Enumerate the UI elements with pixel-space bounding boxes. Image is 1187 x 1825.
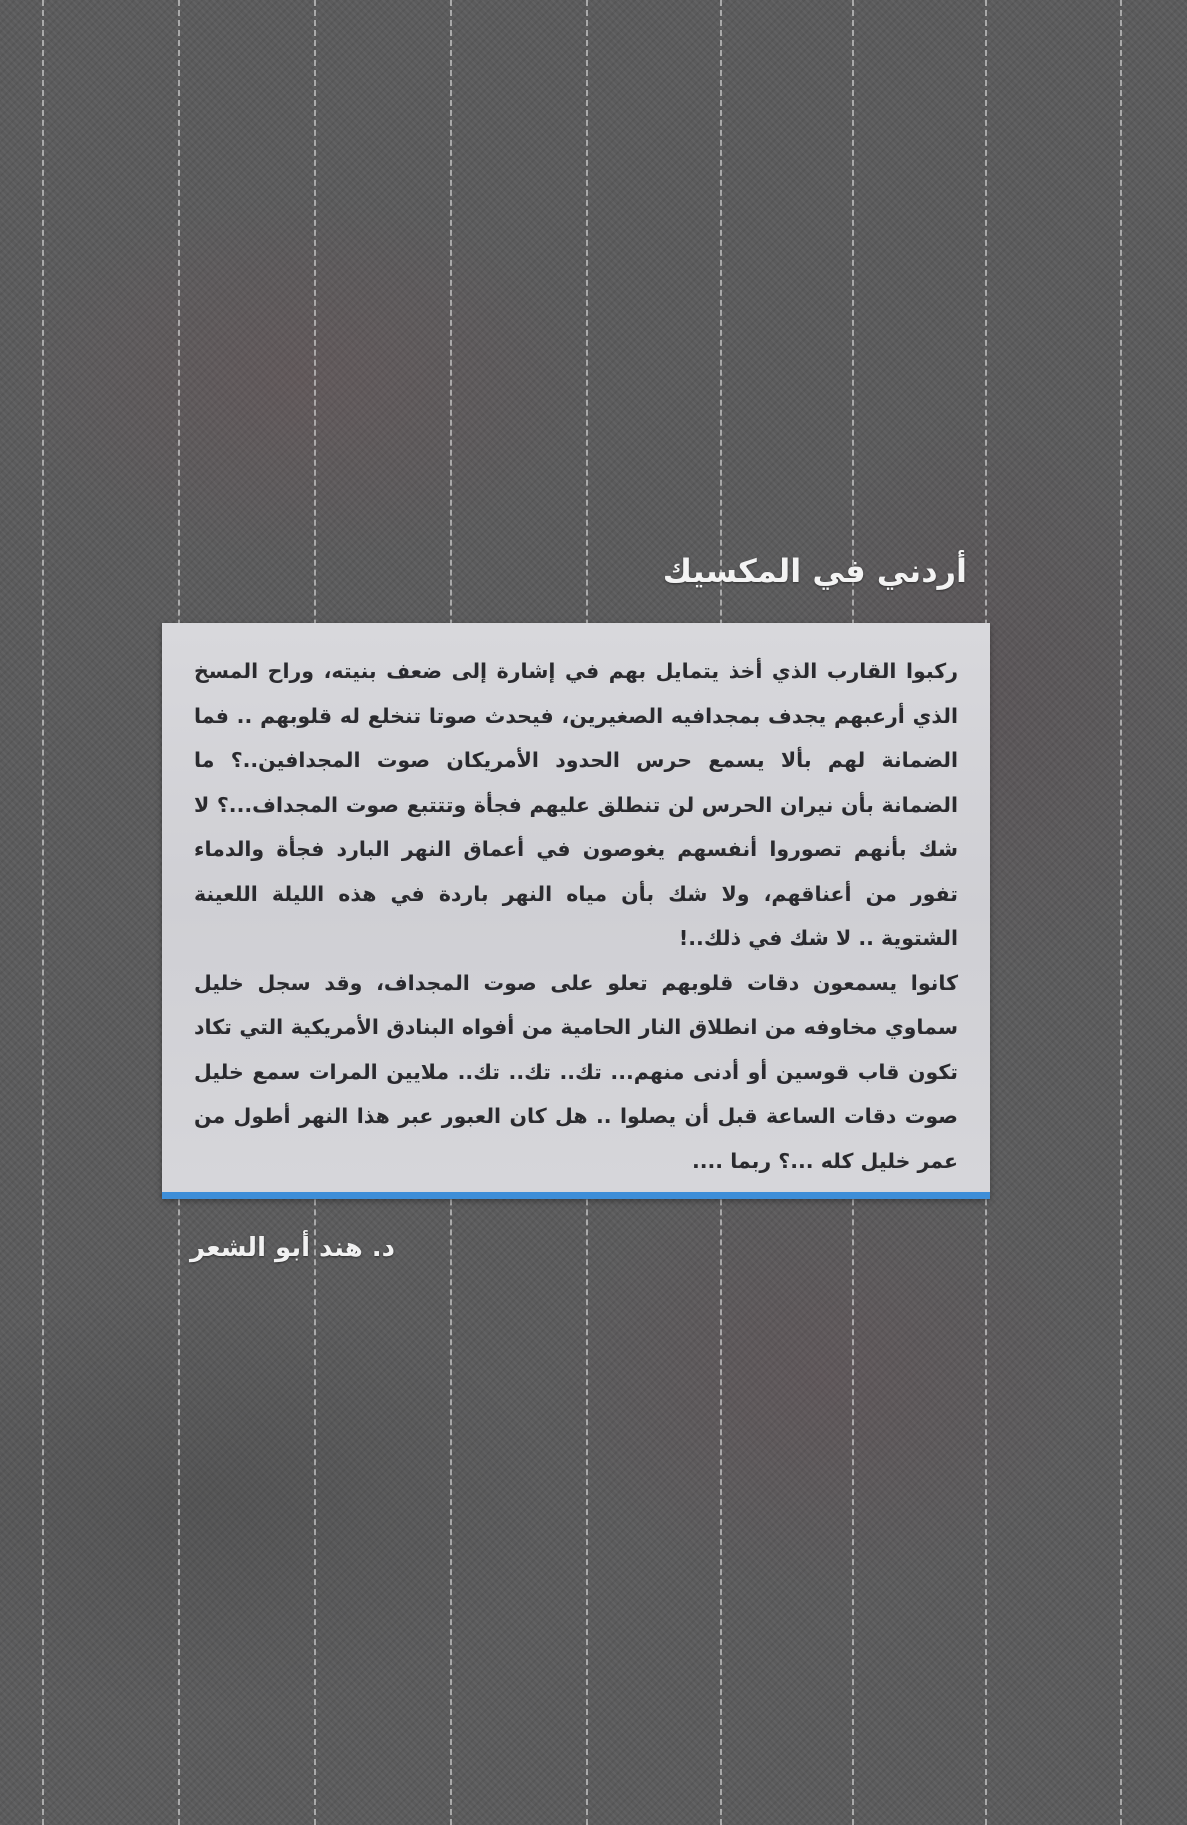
excerpt-paragraph-1: ركبوا القارب الذي أخذ يتمايل بهم في إشارة إلى ضعف بنيته، وراح المسخ الذي أرعبهم يجدف بمجدافيه الصغيرين، فيحدث صوتا تنخلع له قلوبهم .. فما الضمانة لهم بألا يسمع حرس الحدود الأمريكان صوت المجدافين..؟ ما الضمانة بأن نيران الحرس لن تنطلق عليهم فجأة وتتتبع صوت المجداف...؟ لا شك بأنهم تصوروا أنفسهم يغوصون في أعماق النهر البارد فجأة والدماء تفور من أعناقهم، ولا شك بأن مياه النهر باردة في هذه الليلة اللعينة الشتوية .. لا شك في ذلك..! [194, 659, 958, 950]
author-name: د. هند أبو الشعر [190, 1233, 395, 1263]
excerpt-body [194, 649, 958, 1183]
pinstripe-line [42, 0, 44, 1825]
excerpt-paragraph-2: كانوا يسمعون دقات قلوبهم تعلو على صوت المجداف، وقد سجل خليل سماوي مخاوفه من انطلاق النار الحامية من أفواه البنادق الأمريكية التي تكاد تكون قاب قوسين أو أدنى منهم... تك.. تك.. تك.. ملايين المرات سمع خليل صوت دقات الساعة قبل أن يصلوا .. هل كان العبور عبر هذا النهر أطول من عمر خليل كله ...؟ ربما .... [194, 970, 958, 1173]
pinstripe-line [1120, 0, 1122, 1825]
excerpt-panel [162, 623, 990, 1199]
book-title: أردني في المكسيك [662, 552, 967, 590]
